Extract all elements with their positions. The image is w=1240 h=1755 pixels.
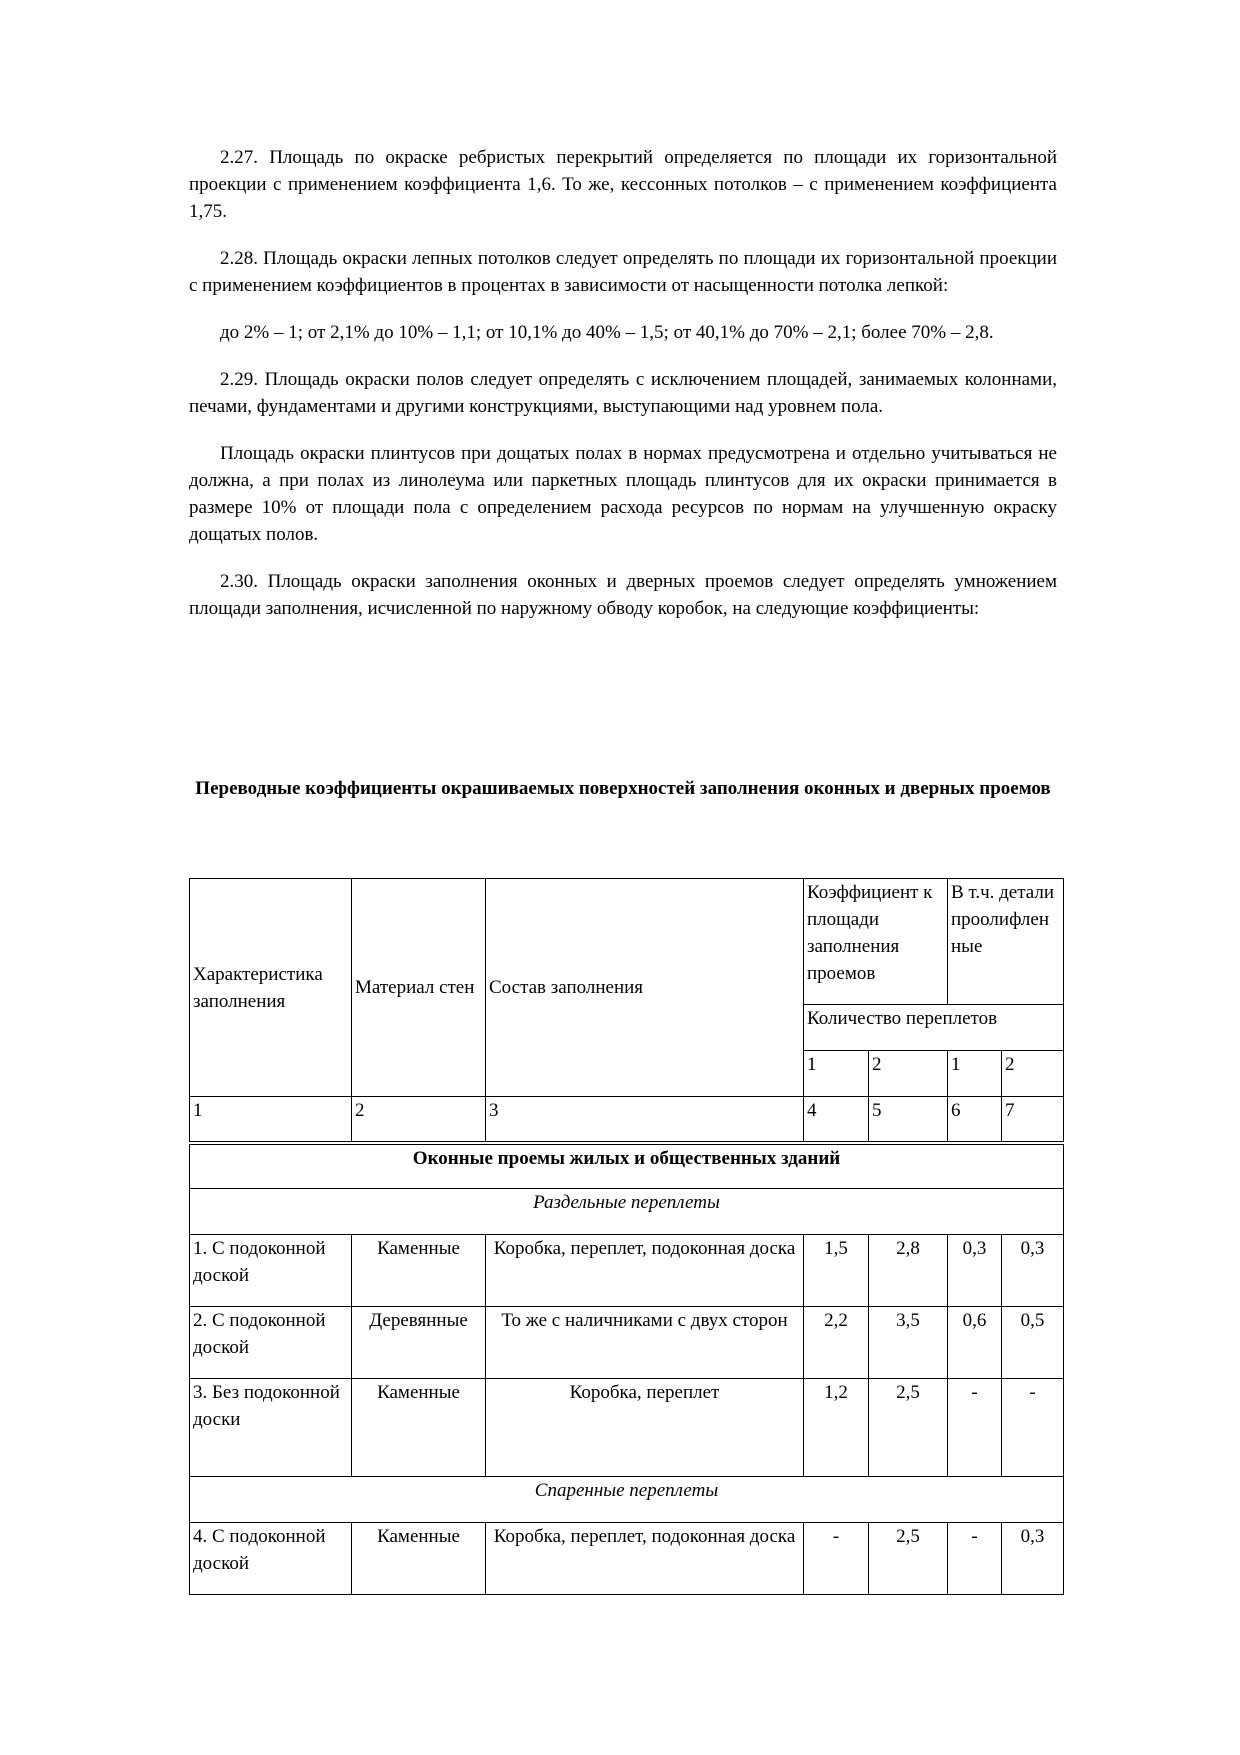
cell-characteristic: 4. С подоконной доской	[190, 1523, 352, 1595]
cell-value: -	[948, 1379, 1002, 1477]
table-title: Переводные коэффициенты окрашиваемых поверхностей заполнения оконных и дверных проемов	[195, 778, 1051, 799]
paragraph-2-29: 2.29. Площадь окраски полов следует определять с исключением площадей, занимаемых колоннами, печами, фундаментами и другими конструкциями, выступающими над уровнем пола.	[189, 369, 1057, 417]
cell-material: Деревянные	[352, 1307, 486, 1379]
cell-value: 2,5	[869, 1379, 948, 1477]
paragraph-2-28: 2.28. Площадь окраски лепных потолков следует определять по площади их горизонтальной проекции с применением коэффициентов в процентах в зависимости от насыщенности потолка лепкой:	[189, 248, 1057, 296]
cell-value: -	[804, 1523, 869, 1595]
cell-characteristic: 1. С подоконной доской	[190, 1235, 352, 1307]
cell-value: 0,6	[948, 1307, 1002, 1379]
column-number: 7	[1002, 1097, 1064, 1143]
cell-value: 1,2	[804, 1379, 869, 1477]
cell-material: Каменные	[352, 1235, 486, 1307]
header-sash-1: 1	[948, 1051, 1002, 1097]
header-sash-count: Количество переплетов	[804, 1005, 1064, 1051]
cell-composition: Коробка, переплет, подоконная доска	[486, 1235, 804, 1307]
table-row	[190, 1307, 1064, 1379]
section-title: Оконные проемы жилых и общественных зданий	[190, 1143, 1064, 1189]
cell-value: 0,5	[1002, 1307, 1064, 1379]
paragraph-2-30: 2.30. Площадь окраски заполнения оконных и дверных проемов следует определять умножением площади заполнения, исчисленной по наружному обводу коробок, на следующие коэффициенты:	[189, 571, 1057, 619]
document-body	[189, 144, 1057, 642]
column-number: 4	[804, 1097, 869, 1143]
cell-value: 2,5	[869, 1523, 948, 1595]
table-row	[190, 1523, 1064, 1595]
header-characteristic: Характеристика заполнения	[190, 879, 352, 1097]
cell-value: 0,3	[1002, 1523, 1064, 1595]
header-composition: Состав заполнения	[486, 879, 804, 1097]
column-number: 6	[948, 1097, 1002, 1143]
header-coef-area: Коэффициент к площади заполнения проемов	[804, 879, 948, 1005]
cell-material: Каменные	[352, 1523, 486, 1595]
header-sash-1: 1	[804, 1051, 869, 1097]
coefficients-table	[189, 878, 1064, 1595]
cell-value: 2,8	[869, 1235, 948, 1307]
paragraph-molding-coefficients: до 2% – 1; от 2,1% до 10% – 1,1; от 10,1% до 40% – 1,5; от 40,1% до 70% – 2,1; более 70% – 2,8.	[220, 322, 994, 343]
cell-characteristic: 2. С подоконной доской	[190, 1307, 352, 1379]
table-row	[190, 1379, 1064, 1477]
column-number: 5	[869, 1097, 948, 1143]
cell-value: -	[1002, 1379, 1064, 1477]
cell-composition: Коробка, переплет	[486, 1379, 804, 1477]
cell-value: 0,3	[1002, 1235, 1064, 1307]
header-incl-details: В т.ч. детали проолифлен ные	[948, 879, 1064, 1005]
cell-composition: Коробка, переплет, подоконная доска	[486, 1523, 804, 1595]
cell-value: 2,2	[804, 1307, 869, 1379]
group-title: Спаренные переплеты	[190, 1477, 1064, 1523]
cell-material: Каменные	[352, 1379, 486, 1477]
column-number: 1	[190, 1097, 352, 1143]
table-row	[190, 1235, 1064, 1307]
header-sash-2: 2	[869, 1051, 948, 1097]
cell-composition: То же с наличниками с двух сторон	[486, 1307, 804, 1379]
column-number: 2	[352, 1097, 486, 1143]
cell-characteristic: 3. Без подоконной доски	[190, 1379, 352, 1477]
header-sash-2: 2	[1002, 1051, 1064, 1097]
paragraph-2-27: 2.27. Площадь по окраске ребристых перекрытий определяется по площади их горизонтальной проекции с применением коэффициента 1,6. То же, кессонных потолков – с применением коэффициента 1,75.	[189, 147, 1057, 222]
cell-value: 1,5	[804, 1235, 869, 1307]
paragraph-plinth: Площадь окраски плинтусов при дощатых полах в нормах предусмотрена и отдельно учитываться не должна, а при полах из линолеума или паркетных площадь плинтусов для их окраски принимается в размере 10% от площади пола с определением расхода ресурсов по нормам на улучшенную окраску дощатых полов.	[189, 443, 1057, 545]
group-title: Раздельные переплеты	[190, 1189, 1064, 1235]
header-material: Материал стен	[352, 879, 486, 1097]
column-number: 3	[486, 1097, 804, 1143]
cell-value: 3,5	[869, 1307, 948, 1379]
cell-value: 0,3	[948, 1235, 1002, 1307]
cell-value: -	[948, 1523, 1002, 1595]
